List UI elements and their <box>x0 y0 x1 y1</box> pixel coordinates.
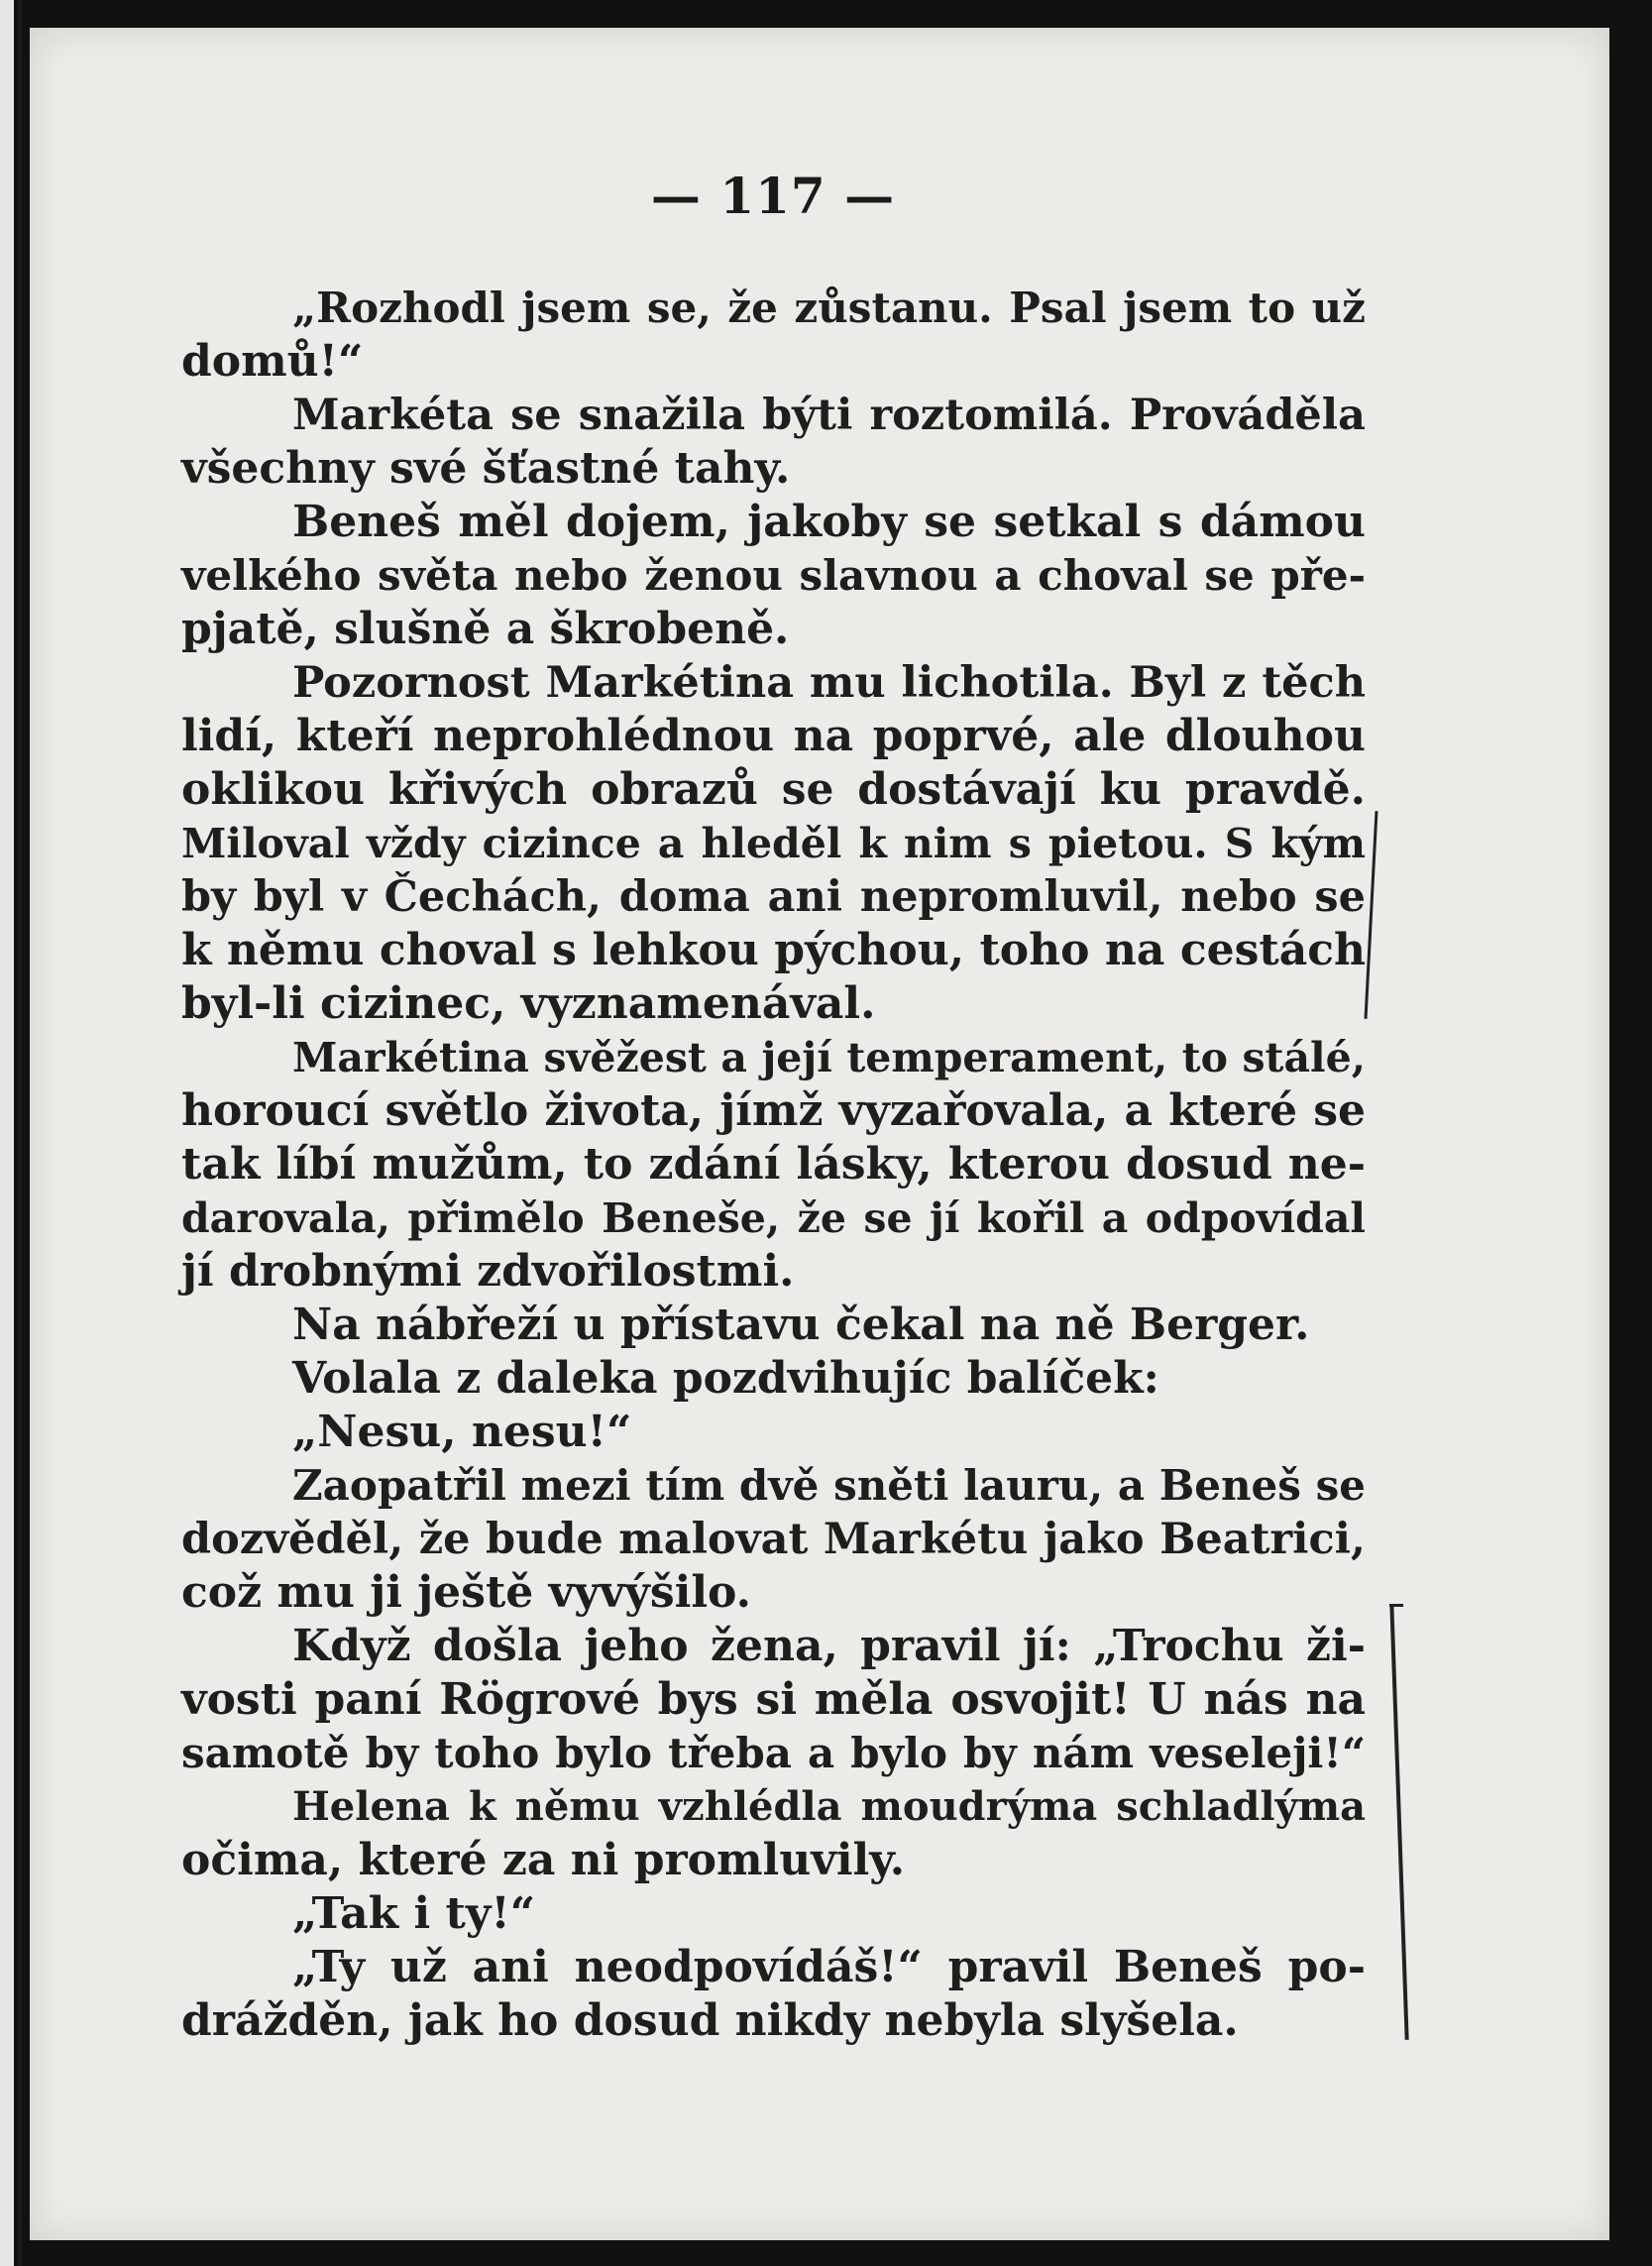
text-line: vosti paní Rögrové bys si měla osvojit! U nás na <box>181 1674 1366 1725</box>
page-left-edge <box>0 0 14 2266</box>
text-line: Markétina svěžest a její temperament, to stálé, <box>292 1034 1366 1081</box>
text-line: Volala z daleka pozdvihujíc balíček: <box>292 1353 1159 1404</box>
text-line: Markéta se snažila býti roztomilá. Prováděla <box>292 391 1366 440</box>
margin-mark-lower <box>1389 1604 1408 2040</box>
text-line: oklikou křivých obrazů se dostávají ku pravdě. <box>181 764 1366 815</box>
text-line: horoucí světlo života, jímž vyzařovala, a které se <box>181 1085 1366 1136</box>
text-line: „Rozhodl jsem se, že zůstanu. Psal jsem to už <box>292 283 1366 332</box>
text-line: Beneš měl dojem, jakoby se setkal s dámou <box>292 497 1366 547</box>
margin-mark-hook <box>1389 1604 1403 1607</box>
text-line: Když došla jeho žena, pravil jí: „Trochu ži- <box>292 1621 1366 1671</box>
text-line: velkého světa nebo ženou slavnou a choval se pře- <box>181 551 1366 600</box>
text-line: „Ty už ani neodpovídáš!“ pravil Beneš po- <box>292 1942 1366 1992</box>
text-line: Helena k němu vzhlédla moudrýma schladlýma <box>292 1783 1366 1830</box>
text-line: samotě by toho bylo třeba a bylo by nám veseleji!“ <box>181 1729 1366 1777</box>
text-line: tak líbí mužům, to zdání lásky, kterou dosud ne- <box>181 1139 1366 1190</box>
text-line: což mu ji ještě vyvýšilo. <box>181 1567 751 1618</box>
text-line: očima, které za ni promluvily. <box>181 1835 906 1885</box>
margin-mark-upper <box>1365 811 1378 1019</box>
text-line: domů!“ <box>181 336 364 387</box>
text-line: Miloval vždy cizince a hleděl k nim s pietou. S kým <box>181 820 1366 867</box>
book-page <box>30 28 1609 2240</box>
text-line: „Tak i ty!“ <box>292 1888 536 1939</box>
text-line: Zaopatřil mezi tím dvě sněti lauru, a Beneš se <box>292 1461 1366 1510</box>
text-line: darovala, přimělo Beneše, že se jí kořil a odpovídal <box>181 1194 1366 1242</box>
text-line: by byl v Čechách, doma ani nepromluvil, nebo se <box>181 872 1366 922</box>
text-line: pjatě, slušně a škrobeně. <box>181 604 790 654</box>
text-line: lidí, kteří neprohlédnou na poprvé, ale dlouhou <box>181 711 1366 761</box>
text-line: Na nábřeží u přístavu čekal na ně Berger. <box>292 1300 1310 1350</box>
text-line: jí drobnými zdvořilostmi. <box>181 1246 795 1297</box>
text-line: dozvěděl, že bude malovat Markétu jako Beatrici, <box>181 1515 1366 1564</box>
page-number: — 117 — <box>650 167 896 225</box>
page-left-border <box>18 0 22 2266</box>
text-line: drážděn, jak ho dosud nikdy nebyla slyšela. <box>181 1995 1239 2046</box>
text-line: k němu choval s lehkou pýchou, toho na cestách <box>181 925 1366 975</box>
text-line: byl-li cizinec, vyznamenával. <box>181 978 876 1029</box>
text-line: „Nesu, nesu!“ <box>292 1407 632 1457</box>
text-line: Pozornost Markétina mu lichotila. Byl z těch <box>292 658 1366 708</box>
text-line: všechny své šťastné tahy. <box>181 443 791 494</box>
body-text <box>181 282 1366 2048</box>
